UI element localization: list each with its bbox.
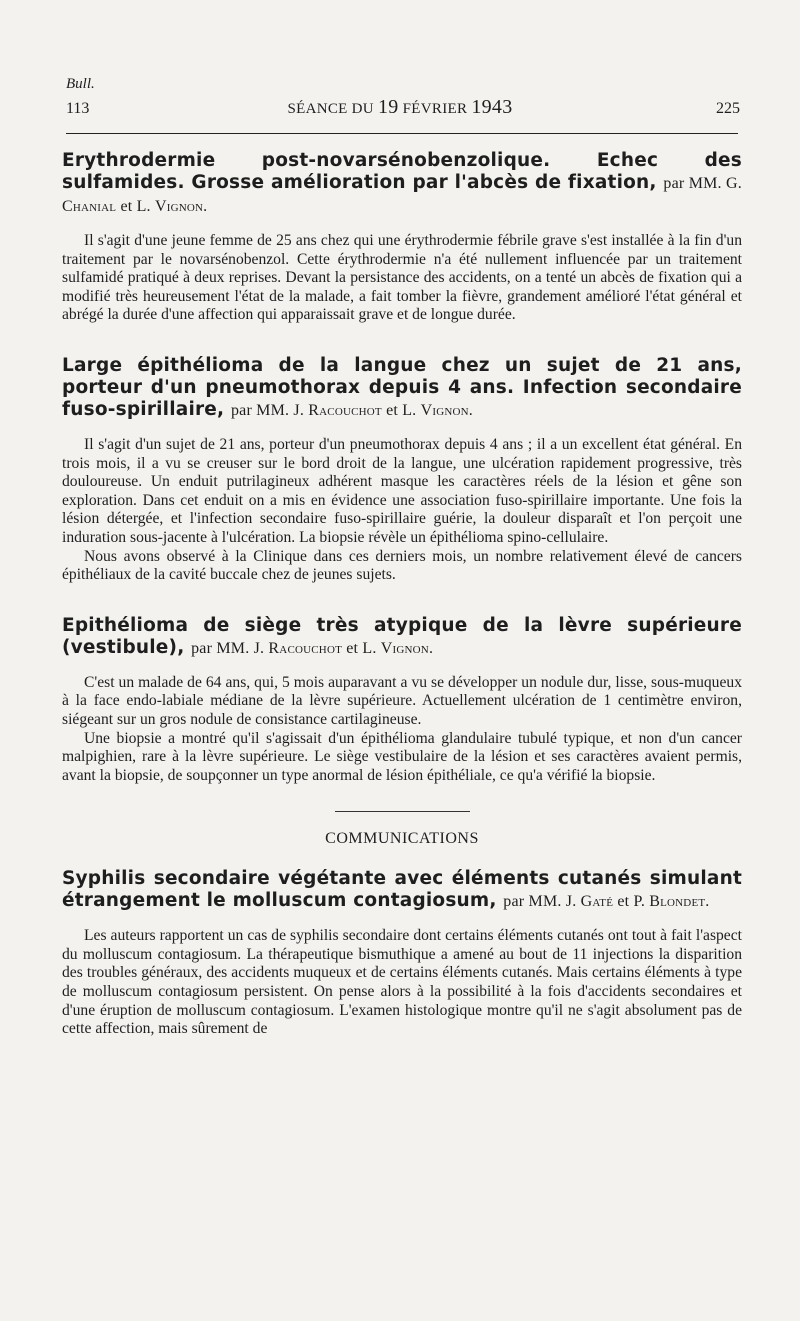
section3-authors: par MM. J. Racouchot et L. Vignon. [191, 639, 434, 657]
section4-paragraph: Les auteurs rapportent un cas de syphilis secondaire dont certains éléments cutanés ont tout à fait l'aspect du molluscum contagiosum. La thérapeutique bismuthique a amené au bout de 11 injections la disparition des troubles généraux, des accidents muqueux et de certains éléments cutanés. Mais certains éléments à type de molluscum contagiosum persistent. On pense alors à la possibilité à la fois d'accidents secondaires et d'une éruption de molluscum contagiosum. L'examen histologique montre qu'il ne s'agit absolument pas de cette affection, mais sûrement de [62, 927, 742, 1038]
section4-authors: par MM. J. Gaté et P. Blondet. [503, 893, 710, 911]
section3-paragraph: Une biopsie a montré qu'il s'agissait d'un épithélioma glandulaire tubulé typique, et non d'un cancer malpighien, rare à la lèvre supérieure. Le siège vestibulaire de la lésion et ses caractères avaient permis, avant la biopsie, de soupçonner un type anormal de lésion épithéliale, ce qu'a vérifié la biopsie. [62, 729, 742, 784]
section3-paragraph: C'est un malade de 64 ans, qui, 5 mois auparavant a vu se développer un nodule dur, lisse, sous-muqueux à la face endo-labiale médiane de la lèvre supérieure. Actuellement ulcération de 1 centimètre environ, siégeant sur un gros nodule de consistance cartilagineuse. [62, 673, 742, 728]
section2-paragraph: Il s'agit d'un sujet de 21 ans, porteur d'un pneumothorax depuis 4 ans ; il a un excellent état général. En trois mois, il a vu se creuser sur le bord droit de la langue, une ulcération rapidement progressive, très douloureuse. Un enduit putrilagineux adhérent masque les caractères réels de la lésion et gêne son exploration. Dans cet enduit on a mis en évidence une association fuso-spirillaire importante. Une fois la lésion détergée, et l'infection secondaire fuso-spirillaire guérie, la douleur disparaît et l'on perçoit une induration sous-jacente à l'ulcération. La biopsie révèle un épithélioma spino-cellulaire. [62, 435, 742, 546]
author-name: Racouchot [308, 401, 382, 419]
header-rule [66, 133, 738, 134]
page-number-left: 113 [66, 100, 90, 117]
section1-title: Erythrodermie post-novarsénobenzolique. Echec des sulfamides. Grosse amélioration par l'abcès de fixation, [62, 150, 742, 193]
author-name: Vignon [380, 639, 429, 657]
author-name: Vignon [420, 401, 469, 419]
section2-authors: par MM. J. Racouchot et L. Vignon. [230, 401, 473, 419]
section2-title: Large épithélioma de la langue chez un sujet de 21 ans, porteur d'un pneumothorax depuis 4 ans. Infection secondaire fuso-spirillaire, [62, 354, 742, 420]
section1-authors: par MM. G. Chanial et L. Vignon. [62, 175, 742, 215]
author-name: Vignon [154, 198, 204, 215]
section3-heading [62, 615, 742, 660]
header-title: SÉANCE DU [287, 101, 374, 117]
section2-paragraph: Nous avons observé à la Clinique dans ces derniers mois, un nombre relativement élevé de cancers épithéliaux de la cavité buccale chez de jeunes sujets. [62, 547, 742, 584]
section1-heading [62, 150, 742, 218]
section2-heading [62, 355, 742, 422]
author-name: Chanial [62, 198, 117, 215]
communications-heading: COMMUNICATIONS [325, 830, 479, 848]
bulletin-note: Bull. [66, 76, 95, 92]
section4-heading [62, 868, 742, 913]
header-month: FÉVRIER [402, 101, 468, 117]
author-name: Blondet [649, 893, 706, 911]
author-name: Racouchot [268, 639, 343, 657]
section4-title: Syphilis secondaire végétante avec éléments cutanés simulant étrangement le molluscum contagiosum, [62, 868, 742, 912]
header-year: 1943 [471, 96, 513, 118]
header-day: 19 [377, 96, 399, 118]
section1-paragraph: Il s'agit d'une jeune femme de 25 ans chez qui une érythrodermie fébrile grave s'est installée à la fin d'un traitement par le novarsénobenzol. Cette érythrodermie n'a été nullement influencée par un traitement sulfamidé pratiqué à deux reprises. Devant la persistance des accidents, on a tenté un abcès de fixation qui a modifié très heureusement l'état de la malade, a fait tomber la fièvre, grandement amélioré l'état général et abrégé la durée d'une affection qui apparaissait grave et de longue durée. [62, 232, 742, 324]
page-number-right: 225 [716, 100, 740, 117]
section3-title: Epithélioma de siège très atypique de la lèvre supérieure (vestibule), [62, 614, 742, 658]
running-header [0, 96, 800, 119]
section-divider [335, 811, 470, 812]
article-body [62, 150, 742, 1039]
author-name: Gaté [580, 893, 614, 911]
